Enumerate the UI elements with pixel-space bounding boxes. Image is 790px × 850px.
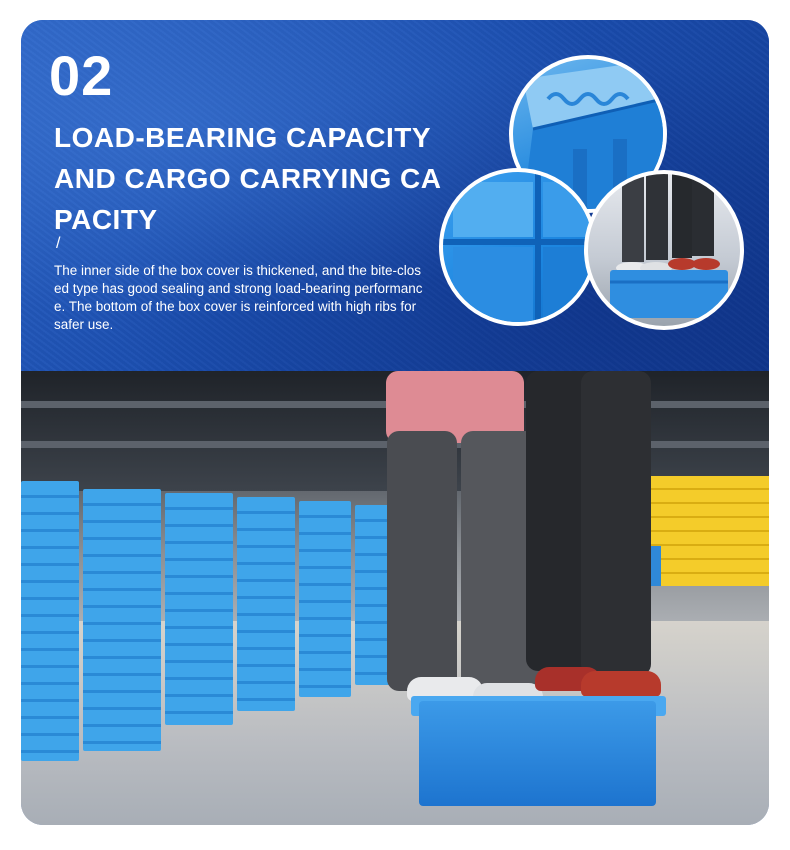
red-shoe bbox=[581, 671, 661, 697]
blue-crate bbox=[419, 701, 656, 806]
section-number: 02 bbox=[49, 44, 114, 107]
standing-test-illustration bbox=[588, 174, 740, 326]
title-divider: / bbox=[56, 235, 61, 252]
crate-stack bbox=[237, 497, 295, 711]
crate-stack bbox=[299, 501, 351, 697]
standing-test-image bbox=[584, 170, 744, 330]
warehouse-photo bbox=[21, 371, 769, 825]
crate-stack bbox=[165, 493, 233, 725]
product-feature-card bbox=[21, 20, 769, 825]
crate-stack bbox=[83, 489, 161, 751]
section-description: The inner side of the box cover is thickened, and the bite-closed type has good sealing and strong load-bearing performance. The bottom of the box cover is reinforced with high ribs for safer use. bbox=[54, 263, 423, 332]
feature-header bbox=[21, 20, 769, 371]
person-right-leg bbox=[581, 371, 651, 676]
person-left-leg bbox=[387, 431, 457, 691]
inner-ribs-image bbox=[439, 168, 597, 326]
section-title: LOAD-BEARING CAPACITY AND CARGO CARRYING CA PACITY bbox=[54, 122, 441, 235]
inner-ribs-illustration bbox=[443, 172, 593, 322]
crate-stack bbox=[21, 481, 79, 761]
